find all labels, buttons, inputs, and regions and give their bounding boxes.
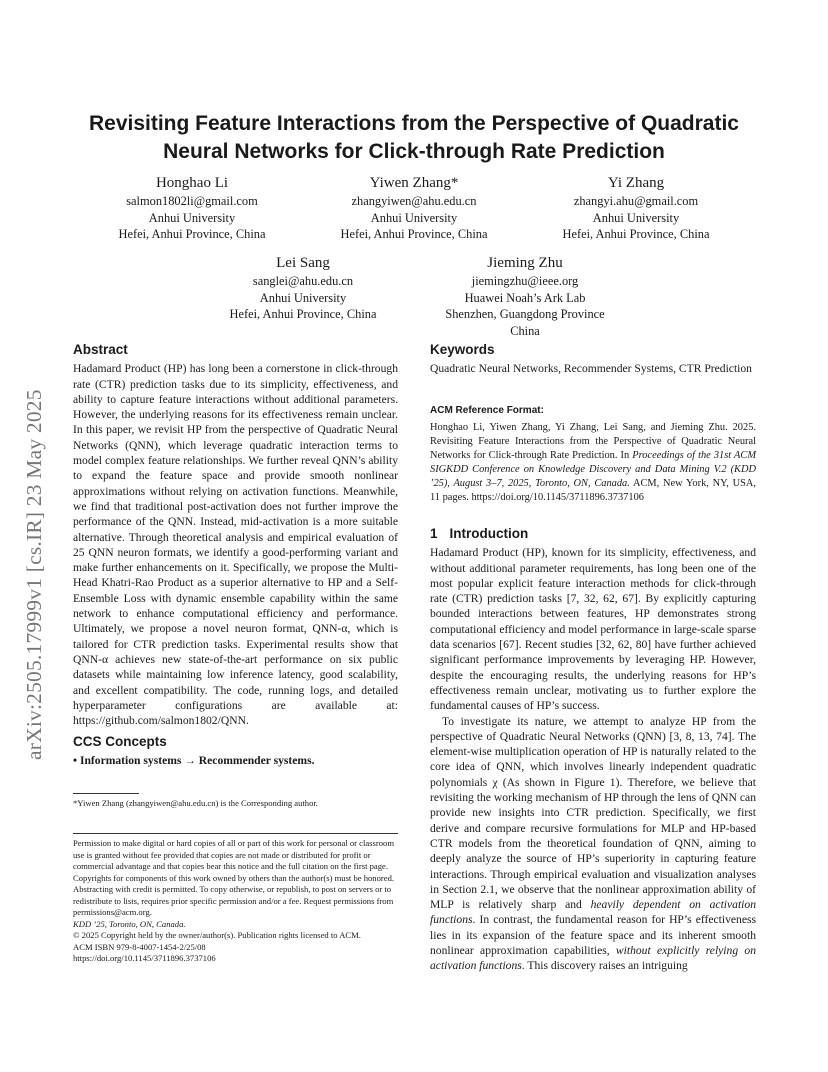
permission-text: Permission to make digital or hard copies of all or part of this work for personal or classroom use is granted without fee provided that copies are not made or distributed for profit or commercial advantage and that copies bear this notice and the full citation on the first page. Copyrights for components of this work owned by others than the author(s) must be honored. Abstracting with credit is permitted. To copy otherwise, or republish, to post on servers or to redistribute to lists, requires prior specific permission and/or a fee. Request permissions from permissions@acm.org. (73, 838, 395, 917)
footnote-text: *Yiwen Zhang (zhangyiwen@ahu.edu.cn) is the Corresponding author. (73, 798, 318, 808)
introduction-section (430, 526, 756, 974)
paper-title (64, 110, 764, 166)
keywords-text: Quadratic Neural Networks, Recommender Systems, CTR Prediction (430, 362, 752, 376)
permission-copyright: © 2025 Copyright held by the owner/author(s). Publication rights licensed to ACM. (73, 930, 361, 940)
permission-venue: KDD ’25, Toronto, ON, Canada. (73, 918, 186, 929)
author-location-country: China (510, 323, 540, 338)
author-location: Hefei, Anhui Province, China (340, 227, 488, 241)
author-location: Hefei, Anhui Province, China (229, 307, 377, 321)
keywords-section (430, 342, 756, 377)
footnote-section (73, 793, 398, 810)
intro-p2-emph-1: heavily dependent on activation functions (430, 898, 756, 927)
author-name: Lei Sang (276, 255, 330, 271)
author-location: Hefei, Anhui Province, China (562, 227, 710, 241)
section-number: 1 (430, 526, 438, 541)
abstract-text: Hadamard Product (HP) has long been a cornerstone in click-through rate (CTR) prediction tasks due to its simplicity, effectiveness, and ability to capture feature interactions without additional parameters. However, the underlying reasons for its effectiveness remain unclear. In this paper, we revisit HP from the perspective of Quadratic Neural Networks (QNN), which leverage quadratic interaction terms to model complex feature relationships. We further reveal QNN’s ability to expand the feature space and provide smooth nonlinear approximations without relying on activation functions. Meanwhile, we find that traditional post-activation does not further improve the performance of the QNN. Instead, mid-activation is a more suitable alternative. Through theoretical analysis and empirical evaluation of 25 QNN neuron formats, we identify a good-performing variant and make further enhancements on it. Specifically, we propose the Multi-Head Khatri-Rao Product as a superior alternative to HP and a Self-Ensemble Loss with dynamic ensemble capability within the same network to enhance computational efficiency and performance. Ultimately, we propose a novel neuron format, QNN-α, which is tailored for CTR prediction tasks. Experimental results show that QNN-α achieves new state-of-the-art performance on six public datasets while maintaining low inference latency, good scalability, and excellent compatibility. The code, running logs, and detailed hyperparameter configurations are available at: https://github.com/salmon1802/QNN. (73, 362, 398, 728)
author-affiliation: Huawei Noah’s Ark Lab (464, 290, 586, 305)
acm-reference-proceedings: Proceedings of the 31st ACM SIGKDD Conference on Knowledge Discovery and Data Mining V.2 (KDD ’25), August 3–7, 2025, Toronto, ON, Canada. (430, 450, 756, 489)
author-name: Yiwen Zhang* (369, 175, 459, 191)
intro-p2-emph-2: without explicitly relying on activation functions (430, 944, 756, 973)
ccs-heading: CCS Concepts (73, 734, 167, 749)
title-line-1: Revisiting Feature Interactions from the Perspective of Quadratic (88, 112, 739, 135)
abstract-heading: Abstract (73, 342, 128, 357)
introduction-heading (430, 526, 756, 541)
footnote-rule (73, 793, 139, 794)
keywords-heading: Keywords (430, 342, 495, 357)
permission-rule (73, 833, 398, 834)
author-email: jiemingzhu@ieee.org (471, 274, 579, 288)
author-block (536, 174, 736, 243)
author-location: Hefei, Anhui Province, China (118, 227, 266, 241)
acm-reference-heading: ACM Reference Format: (430, 405, 544, 416)
intro-p2-part-c: . In contrast, the fundamental reason for HP’s effectiveness lies in its expansion of the feature space and its inherent smooth nonlinear approximation capabilities, (430, 913, 756, 958)
author-block (314, 174, 514, 243)
author-affiliation: Anhui University (259, 290, 347, 305)
author-block (203, 254, 403, 323)
section-title: Introduction (449, 526, 529, 541)
author-name: Jieming Zhu (487, 255, 563, 271)
acm-reference-part2: ACM, New York, NY, USA, 11 pages. https://doi.org/10.1145/3711896.3737106 (430, 478, 756, 503)
intro-p2-part-e: . This discovery raises an intriguing (521, 959, 688, 973)
permission-block (73, 833, 398, 965)
author-email: zhangyi.ahu@gmail.com (573, 194, 699, 208)
author-location: Shenzhen, Guangdong Province (445, 307, 605, 321)
acm-reference-section (430, 404, 756, 505)
intro-p2-part-a: To investigate its nature, we attempt to analyze HP from the perspective of Quadratic Neural Networks (QNN) [3, 8, 13, 74]. The element-wise multiplication operation of HP is naturally related to the core idea of QNN, which involves linearly independent quadratic polynomials χ (As shown in Figure 1). Therefore, we believe that revisiting the working mechanism of HP through the lens of QNN can provide new insights into CTR prediction. Specifically, we first derive and compare recursive formulations for MLP and HP-based CTR models from the theoretical foundation of QNN, aiming to deeply analyze the source of HP’s superiority in capturing feature interactions. Through empirical evaluation and visualization analyses in Section 2.1, we observe that the nonlinear approximation ability of MLP is relatively sharp and (430, 714, 756, 912)
permission-isbn: ACM ISBN 979-8-4007-1454-2/25/08 (73, 941, 206, 952)
abstract-section (73, 342, 398, 728)
author-affiliation: Anhui University (370, 210, 458, 225)
author-name: Honghao Li (155, 175, 229, 191)
author-name: Yi Zhang (607, 175, 665, 191)
acm-reference-part1: Honghao Li, Yiwen Zhang, Yi Zhang, Lei Sang, and Jieming Zhu. 2025. Revisiting Feature Interactions from the Perspective of Quadratic Neural Networks for Click-through Rate Prediction. In (430, 422, 756, 461)
arxiv-identifier: arXiv:2505.17999v1 [cs.IR] 23 May 2025 (22, 389, 46, 760)
author-affiliation: Anhui University (592, 210, 680, 225)
intro-paragraph-2 (430, 714, 756, 974)
title-line-2: Neural Networks for Click-through Rate Prediction (163, 140, 665, 163)
author-email: salmon1802li@gmail.com (126, 194, 258, 208)
author-email: zhangyiwen@ahu.edu.cn (351, 194, 477, 208)
permission-doi: https://doi.org/10.1145/3711896.3737106 (73, 953, 216, 963)
ccs-section (73, 734, 398, 769)
author-block (92, 174, 292, 243)
author-affiliation: Anhui University (148, 210, 236, 225)
ccs-text: • Information systems → Recommender systems. (73, 754, 315, 768)
author-block (425, 254, 625, 339)
acm-reference-text (430, 421, 756, 505)
author-email: sanglei@ahu.edu.cn (252, 274, 354, 288)
intro-paragraph-1: Hadamard Product (HP), known for its simplicity, effectiveness, and without additional parameter requirements, has long been one of the most popular explicit feature interaction methods for click-through rate (CTR) prediction tasks [7, 32, 62, 67]. By explicitly capturing bounded interactions between features, HP demonstrates strong computational efficiency and model performance in large-scale sparse data scenarios [67]. Recent studies [32, 62, 80] have further achieved significant performance improvements by leveraging HP. However, despite the encouraging results, the underlying reasons for HP’s effectiveness remain unclear, motivating us to further explore the fundamental causes of HP’s success. (430, 546, 756, 713)
